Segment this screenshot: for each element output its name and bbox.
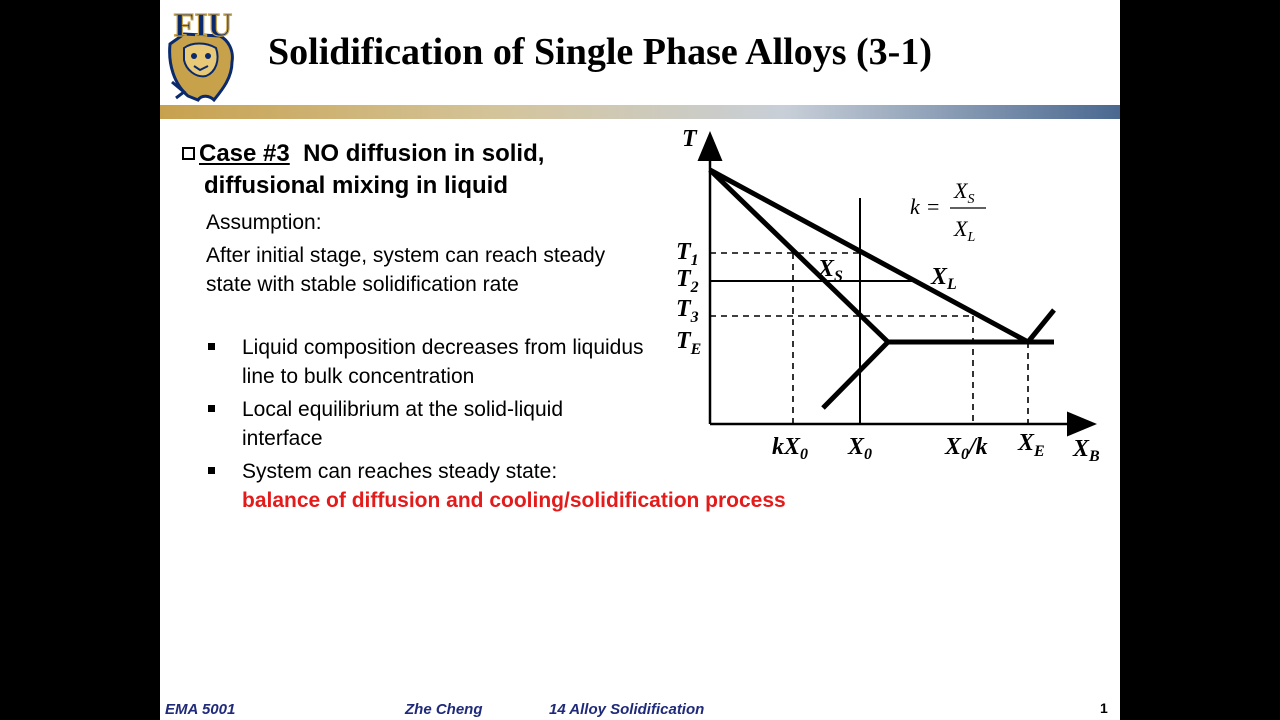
svg-text:=: = xyxy=(927,194,940,219)
title-divider xyxy=(160,105,1120,119)
case-label: Case #3 xyxy=(199,140,290,167)
t2-label: $T_2$ xyxy=(676,266,699,296)
case-heading xyxy=(182,138,544,202)
bullet-item: Local equilibrium at the solid-liquid interface xyxy=(206,395,646,453)
logo-text: FIU xyxy=(173,7,233,44)
svg-text:XS: $X_S$ xyxy=(954,178,975,207)
case-line2: diffusional mixing in liquid xyxy=(204,172,508,199)
footer-author: Zhe Cheng xyxy=(405,701,483,718)
axis-y-label: T xyxy=(682,126,697,152)
slide-title: Solidification of Single Phase Alloys (3-1) xyxy=(268,31,932,73)
square-bullet-icon xyxy=(208,343,215,350)
x0k-label: $X_0/k$ xyxy=(945,434,988,463)
bullet-item: Liquid composition decreases from liquidus line to bulk concentration xyxy=(206,333,646,391)
case-line1: NO diffusion in solid, xyxy=(303,140,545,167)
slide xyxy=(160,0,1120,720)
assumption-label: Assumption: xyxy=(206,211,322,234)
te-label: $T_E$ xyxy=(676,328,702,358)
svg-text:XL: $X_L$ xyxy=(954,216,976,245)
bullet-item: System can reaches steady state: balance of diffusion and cooling/solidification process xyxy=(206,457,646,515)
x0-label: $X_0$ xyxy=(848,434,873,463)
footer-topic: 14 Alloy Solidification xyxy=(549,701,705,718)
square-bullet-icon xyxy=(208,467,215,474)
axis-x-label: $X_B$ xyxy=(1073,436,1100,465)
xe-label: $X_E$ xyxy=(1018,430,1045,460)
page-number: 1 xyxy=(1100,700,1108,716)
checkbox-bullet-icon xyxy=(182,147,195,160)
footer-course: EMA 5001 xyxy=(165,701,236,718)
square-bullet-icon xyxy=(208,405,215,412)
highlight-text: balance of diffusion and cooling/solidification process xyxy=(242,489,786,512)
xl-label: $X_L$ xyxy=(931,264,957,293)
fiu-panther-logo xyxy=(162,4,244,102)
kx0-label: $kX_0$ xyxy=(772,434,809,463)
svg-text:k: k xyxy=(910,194,920,219)
t3-label: $T_3$ xyxy=(676,296,699,326)
t1-label: $T_1$ xyxy=(676,239,699,269)
xs-label: $X_S$ xyxy=(818,256,843,285)
solidus-line xyxy=(710,170,888,408)
k-equation xyxy=(910,178,986,245)
assumption-block xyxy=(206,208,616,299)
assumption-text: After initial stage, system can reach steady state with stable solidification rate xyxy=(206,244,606,296)
bullet-list xyxy=(206,333,786,519)
right-liquidus-line xyxy=(1028,310,1054,342)
phase-diagram xyxy=(640,120,1120,480)
